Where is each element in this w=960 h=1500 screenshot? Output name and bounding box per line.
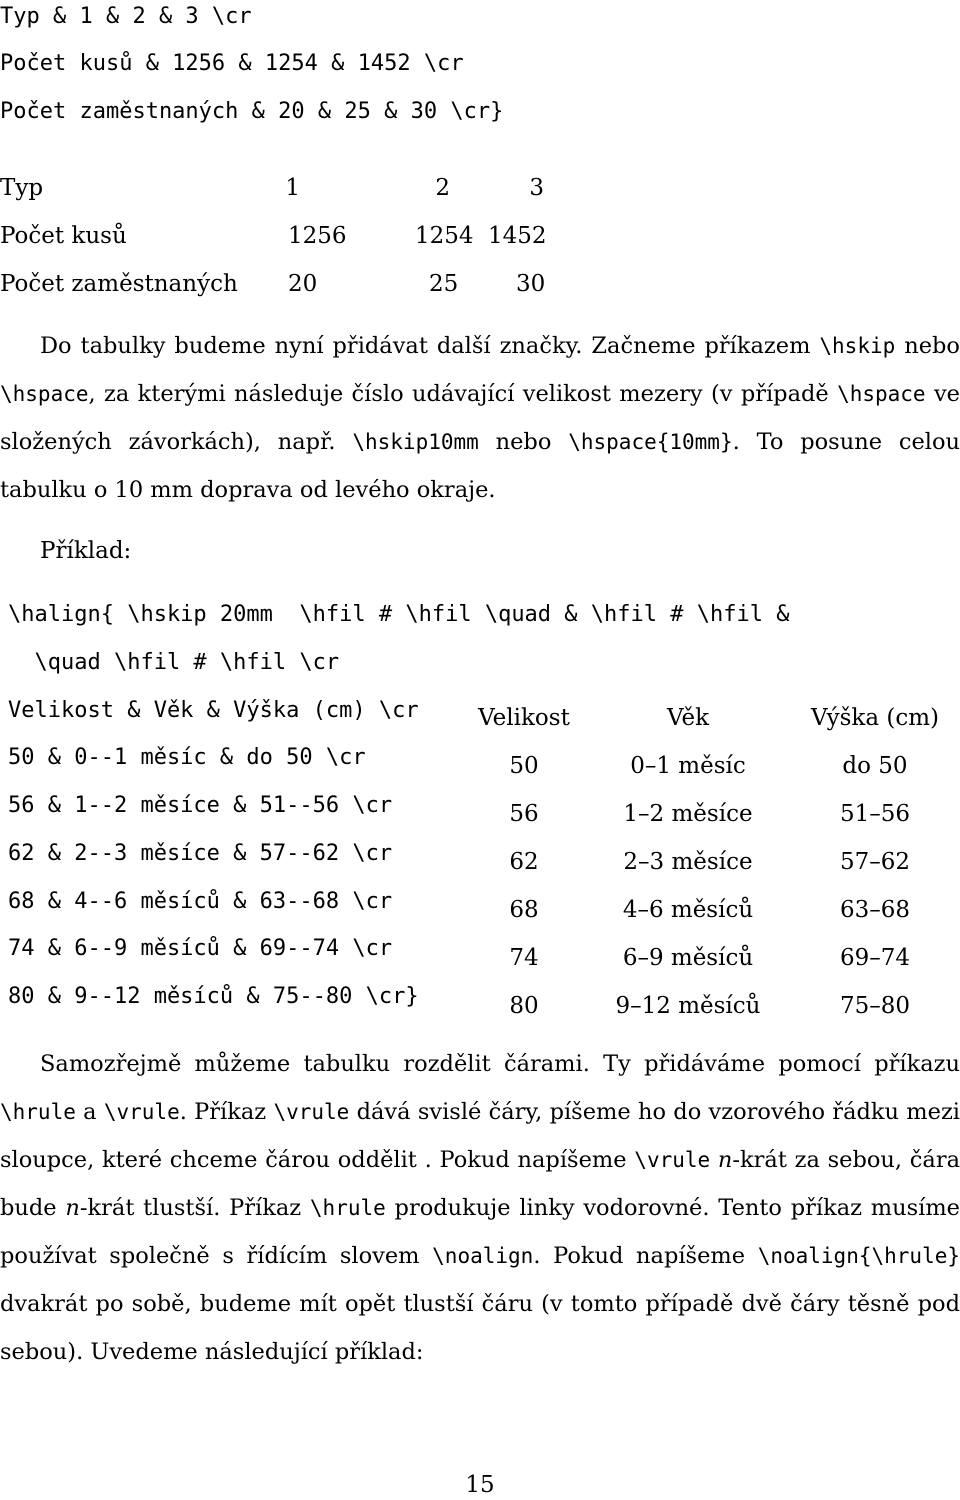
table-cell: 69–74 <box>839 945 911 971</box>
table-cell: 3 <box>529 175 544 201</box>
table-cell: Typ <box>0 175 44 201</box>
table-cell: 0–1 měsíc <box>630 753 746 779</box>
table-cell: 1256 <box>288 223 347 249</box>
table-cell: 1254 <box>415 223 474 249</box>
table-cell: 74 <box>509 945 539 971</box>
code-line: 50 & 0--1 měsíc & do 50 \cr <box>8 745 366 770</box>
paragraph: Samozřejmě můžeme tabulku rozdělit čárami. Ty přidáváme pomocí příkazu \hrule a \vrule. Příkaz \vrule dává svislé čáry, píšeme ho do vzorového řádku mezi sloupce, které chceme čárou oddělit . Pokud napíšeme \vrule n-krát za sebou, čára bude n-krát tlustší. Příkaz \hrule produkuje linky vodorovné. Tento příkaz musíme používat společně s řídícím slovem \noalign. Pokud napíšeme \noalign{\hrule} dvakrát po sobě, budeme mít opět tlustší čáru (v tomto případě dvě čáry těsně pod sebou). Uvedeme následující příklad: <box>0 1051 960 1365</box>
table-cell: 6–9 měsíců <box>622 945 754 971</box>
table-cell: 63–68 <box>839 897 911 923</box>
table-cell: 30 <box>516 271 546 297</box>
code-line: 68 & 4--6 měsíců & 63--68 \cr <box>8 889 393 914</box>
table-cell: 9–12 měsíců <box>615 993 761 1019</box>
table-cell: 50 <box>509 753 539 779</box>
table-cell: Věk <box>666 705 710 731</box>
code-line: 74 & 6--9 měsíců & 69--74 \cr <box>8 936 393 961</box>
table-cell: Počet kusů <box>0 223 127 249</box>
code-line: Počet kusů & 1256 & 1254 & 1452 \cr <box>0 51 464 76</box>
code-line: Typ & 1 & 2 & 3 \cr <box>0 4 252 29</box>
table-cell: 20 <box>288 271 318 297</box>
table-cell: 4–6 měsíců <box>622 897 754 923</box>
table-cell: 68 <box>509 897 539 923</box>
code-line: Velikost & Věk & Výška (cm) \cr <box>8 698 419 723</box>
table-cell: Velikost <box>478 705 570 731</box>
table-cell: 1 <box>285 175 300 201</box>
code-line: \quad \hfil # \hfil \cr <box>8 650 340 675</box>
code-line: Počet zaměstnaných & 20 & 25 & 30 \cr} <box>0 99 504 124</box>
page-number: 15 <box>465 1472 495 1498</box>
table-cell: 62 <box>509 849 539 875</box>
table-cell: Výška (cm) <box>810 705 940 731</box>
table-cell: 80 <box>509 993 539 1019</box>
table-cell: Počet zaměstnaných <box>0 271 238 297</box>
example-label: Příklad: <box>40 538 132 564</box>
code-line: \halign{ \hskip 20mm \hfil # \hfil \quad & \hfil # \hfil & <box>8 602 790 627</box>
code-line: 56 & 1--2 měsíce & 51--56 \cr <box>8 793 393 818</box>
table-cell: 2–3 měsíce <box>623 849 753 875</box>
table-cell: 75–80 <box>839 993 911 1019</box>
code-line: 80 & 9--12 měsíců & 75--80 \cr} <box>8 984 419 1009</box>
table-cell: 57–62 <box>839 849 911 875</box>
table-cell: do 50 <box>842 753 908 779</box>
table-cell: 1452 <box>488 223 547 249</box>
table-cell: 25 <box>429 271 459 297</box>
table-cell: 1–2 měsíce <box>623 801 753 827</box>
table-cell: 56 <box>509 801 539 827</box>
paragraph: Do tabulky budeme nyní přidávat další značky. Začneme příkazem \hskip nebo \hspace, za kterými následuje číslo udávající velikost mezery (v případě \hspace ve složených závorkách), např. \hskip10mm nebo \hspace{10mm}. To posune celou tabulku o 10 mm doprava od levého okraje. <box>0 333 960 503</box>
table-cell: 2 <box>435 175 450 201</box>
table-cell: 51–56 <box>839 801 911 827</box>
code-line: 62 & 2--3 měsíce & 57--62 \cr <box>8 841 393 866</box>
